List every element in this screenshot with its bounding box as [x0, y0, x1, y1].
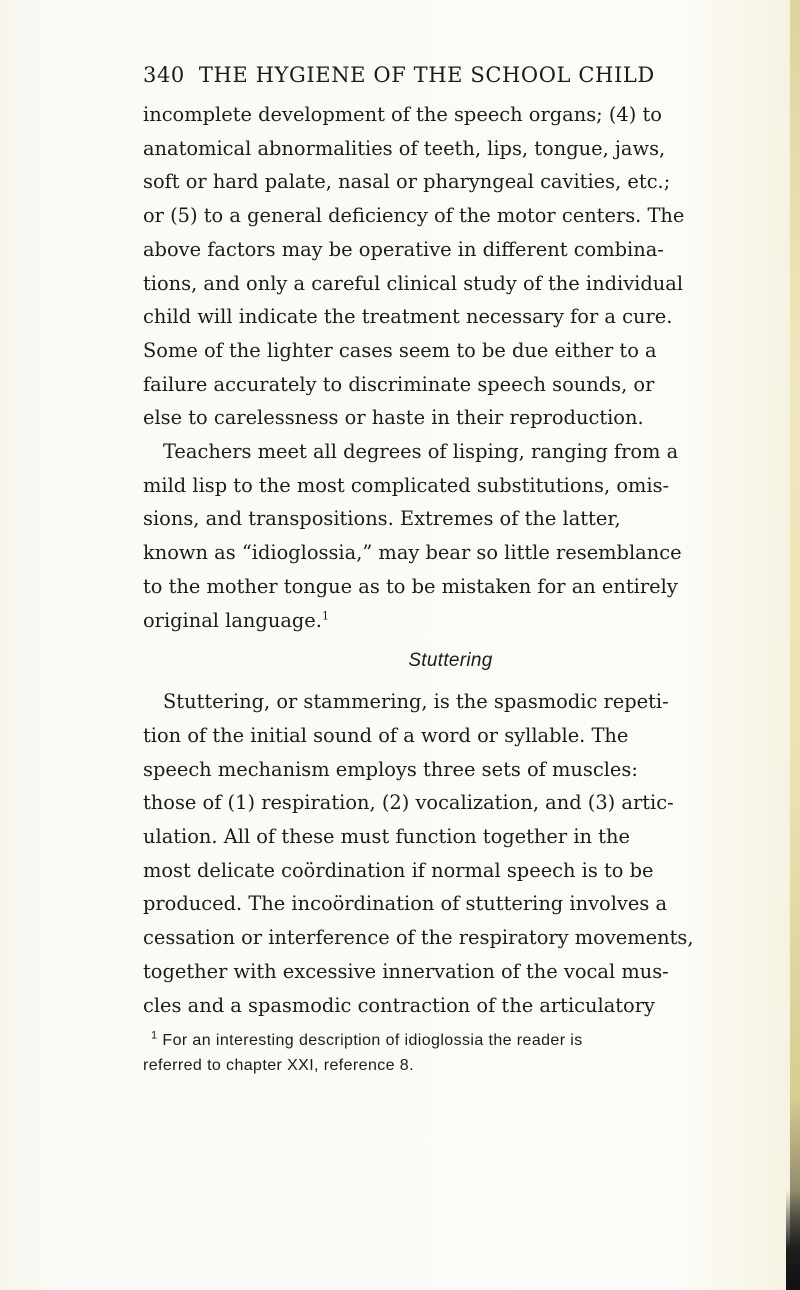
text-line: Some of the lighter cases seem to be due either to a — [143, 338, 657, 362]
section-heading: Stuttering — [408, 650, 493, 672]
text-line-with-footnote — [143, 604, 758, 638]
text-line: cessation or interference of the respiratory movements, — [143, 926, 694, 950]
text-line: incomplete development of the speech organs; (4) to — [143, 103, 662, 126]
text-line: together with excessive innervation of the vocal mus- — [143, 959, 669, 983]
text-line: produced. The incoördination of stuttering involves a — [143, 892, 668, 916]
text-line: ulation. All of these must function together in the — [143, 825, 630, 849]
text-line: original language. — [143, 608, 322, 632]
footnote-line: referred to chapter XXI, reference 8. — [143, 1057, 414, 1075]
text-line: cles and a spasmodic contraction of the articulatory — [143, 993, 655, 1017]
text-line: or (5) to a general deficiency of the motor centers. The — [143, 204, 685, 228]
text-line: mild lisp to the most complicated substitutions, omis- — [143, 473, 670, 497]
text-line: tions, and only a careful clinical study of the individual — [143, 271, 684, 295]
running-title: THE HYGIENE OF THE SCHOOL CHILD — [198, 63, 655, 87]
text-column — [143, 60, 758, 1078]
text-line: sions, and transpositions. Extremes of the latter, — [143, 507, 621, 531]
footnote-line — [143, 1028, 758, 1053]
text-line: those of (1) respiration, (2) vocalization, and (3) artic- — [143, 791, 674, 815]
running-head — [143, 60, 758, 90]
text-line: most delicate coördination if normal speech is to be — [143, 858, 654, 882]
text-line: speech mechanism employs three sets of muscles: — [143, 757, 638, 781]
footnote-marker: 1 — [151, 1029, 158, 1042]
text-line: above factors may be operative in different combina- — [143, 237, 664, 261]
text-line: to the mother tongue as to be mistaken for an entirely — [143, 574, 678, 598]
paragraph-lisping-causes — [143, 98, 758, 435]
text-line: tion of the initial sound of a word or syllable. The — [143, 723, 629, 747]
text-line: else to carelessness or haste in their reproduction. — [143, 406, 644, 430]
text-line: child will indicate the treatment necessary for a cure. — [143, 305, 673, 329]
footnote-reference[interactable]: 1 — [321, 609, 329, 623]
footnote — [143, 1028, 758, 1078]
text-line: Stuttering, or stammering, is the spasmodic repeti- — [163, 690, 669, 714]
text-line: known as “idioglossia,” may bear so little resemblance — [143, 541, 682, 565]
page-corner-shadow — [786, 1190, 800, 1290]
page-number: 340 — [143, 63, 185, 87]
text-line: failure accurately to discriminate speech sounds, or — [143, 372, 655, 396]
page-edge-shadow — [790, 0, 800, 1290]
footnote-text: For an interesting description of idioglossia the reader is — [162, 1032, 583, 1050]
paragraph-stuttering — [143, 685, 758, 1022]
text-line: Teachers meet all degrees of lisping, ranging from a — [163, 440, 679, 464]
text-line: anatomical abnormalities of teeth, lips, tongue, jaws, — [143, 136, 666, 160]
text-line: soft or hard palate, nasal or pharyngeal cavities, etc.; — [143, 170, 671, 194]
paragraph-lisping-degrees — [143, 435, 758, 637]
